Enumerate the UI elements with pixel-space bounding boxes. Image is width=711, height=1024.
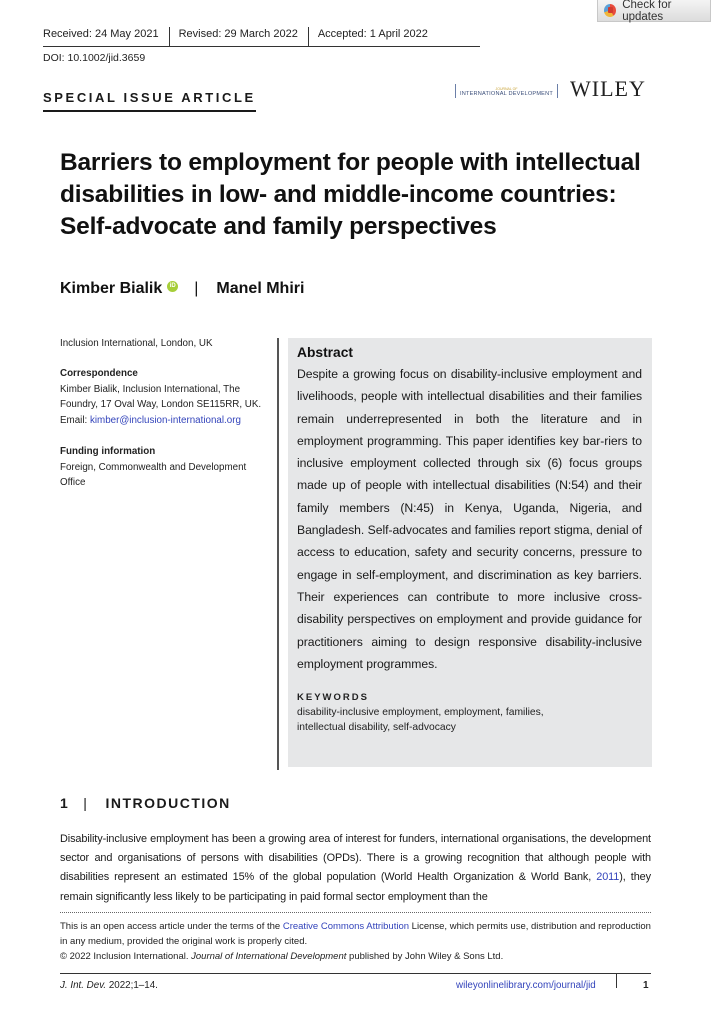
keywords-heading: KEYWORDS [297, 692, 369, 704]
abstract-heading: Abstract [297, 345, 353, 360]
license-text-part: License, which permits use, distribution and reproduction in any medium, provided the original work is properly cited. [60, 921, 651, 947]
author-name[interactable]: Manel Mhiri [216, 280, 305, 297]
dotted-divider [60, 912, 651, 913]
section-heading-introduction [60, 795, 231, 811]
copyright-part: published by John Wiley & Sons Ltd. [346, 951, 504, 962]
journal-name: Journal of International Development [191, 951, 347, 962]
author-name[interactable]: Kimber Bialik [60, 280, 163, 297]
received-date: Received: 24 May 2021 [43, 28, 159, 40]
footer-divider [60, 973, 651, 974]
check-for-updates-label: Check for updates [622, 0, 672, 23]
footer-separator [616, 973, 617, 988]
footer-journal-abbrev: J. Int. Dev. [60, 980, 107, 991]
column-divider [277, 338, 279, 770]
keywords-line: disability-inclusive employment, employment, families, [297, 707, 544, 719]
journal-logo [455, 84, 558, 98]
divider [169, 27, 170, 47]
crossmark-icon [604, 4, 616, 17]
abstract-box [288, 338, 652, 767]
email-label: Email: [60, 414, 90, 426]
section-separator: | [83, 795, 89, 811]
author-list [60, 280, 304, 298]
publisher-logo: WILEY [570, 76, 646, 101]
journal-url-link[interactable]: wileyonlinelibrary.com/journal/jid [456, 980, 596, 991]
affiliation: Inclusion International, London, UK [60, 338, 213, 349]
correspondence-section [60, 366, 270, 428]
check-for-updates-button[interactable] [597, 0, 711, 22]
article-type: SPECIAL ISSUE ARTICLE [43, 90, 256, 112]
funding-section [60, 444, 270, 491]
footer-citation [60, 980, 158, 991]
keywords-line: intellectual disability, self-advocacy [297, 722, 456, 734]
revised-date: Revised: 29 March 2022 [178, 28, 298, 40]
accepted-date: Accepted: 1 April 2022 [317, 28, 428, 40]
section-title: INTRODUCTION [105, 795, 231, 811]
copyright-part: © 2022 Inclusion International. [60, 951, 192, 962]
abstract-text: Despite a growing focus on disability-inclusive employment and livelihoods, people with intellectual disabilities and their families remain underrepresented in both the literature and in employment programming. This paper identifies key bar-riers to inclusive employment collected through six (6) focus groups made up of people with intellectual disabilities (N:54) and their family members (N:45) in Kenya, Uganda, Nigeria, and Bangladesh. Self-advocates and families report stigma, denial of access to education, safety and security concerns, pressure to engage in self-employment, and discrimination as key barriers. Their experiences can contribute to more inclusive cross-disability perspectives on employment and provide guidance for practitioners aiming to design responsive disability-inclusive employment programmes. [297, 367, 642, 671]
license-text-part: This is an open access article under the terms of the [60, 921, 283, 932]
journal-logo-small-text: JOURNAL OF [495, 87, 518, 91]
email-link[interactable]: kimber@inclusion-international.org [89, 414, 241, 426]
copyright-text [60, 949, 660, 964]
intro-text: Disability-inclusive employment has been a growing area of interest for funders, international organisations, the development sector and organisations of persons with disabilities (OPDs). There is a growing recognition that although people with disabilities represent an estimated 15% of the global population (World Health Organization & World Bank, [60, 833, 651, 884]
author-separator: | [194, 280, 199, 297]
article-history [43, 27, 480, 47]
orcid-icon[interactable]: iD [167, 281, 178, 292]
doi: DOI: 10.1002/jid.3659 [43, 52, 146, 64]
citation-link[interactable]: 2011 [596, 871, 620, 884]
footer-citation-rest: 2022;1–14. [106, 980, 158, 991]
intro-text: ), they remain significantly less likely to be participating in paid formal sector employment than the [60, 871, 651, 903]
correspondence-text: Kimber Bialik, Inclusion International, The Foundry, 17 Oval Way, London SE115RR, UK. [60, 383, 262, 410]
article-title: Barriers to employment for people with intellectual disabilities in low- and middle-income countries: Self-advocate and family perspectives [60, 149, 641, 240]
email-line [60, 413, 270, 429]
journal-logo-text: INTERNATIONAL DEVELOPMENT [460, 91, 553, 97]
page-number: 1 [643, 980, 649, 991]
introduction-paragraph [60, 830, 651, 907]
funding-heading: Funding information [60, 446, 156, 457]
correspondence-heading: Correspondence [60, 368, 138, 379]
license-notice [60, 919, 660, 964]
creative-commons-link[interactable]: Creative Commons Attribution [282, 921, 410, 932]
funding-text: Foreign, Commonwealth and Development Office [60, 461, 247, 488]
license-text [60, 919, 660, 949]
divider [308, 27, 309, 47]
section-number: 1 [60, 795, 70, 811]
